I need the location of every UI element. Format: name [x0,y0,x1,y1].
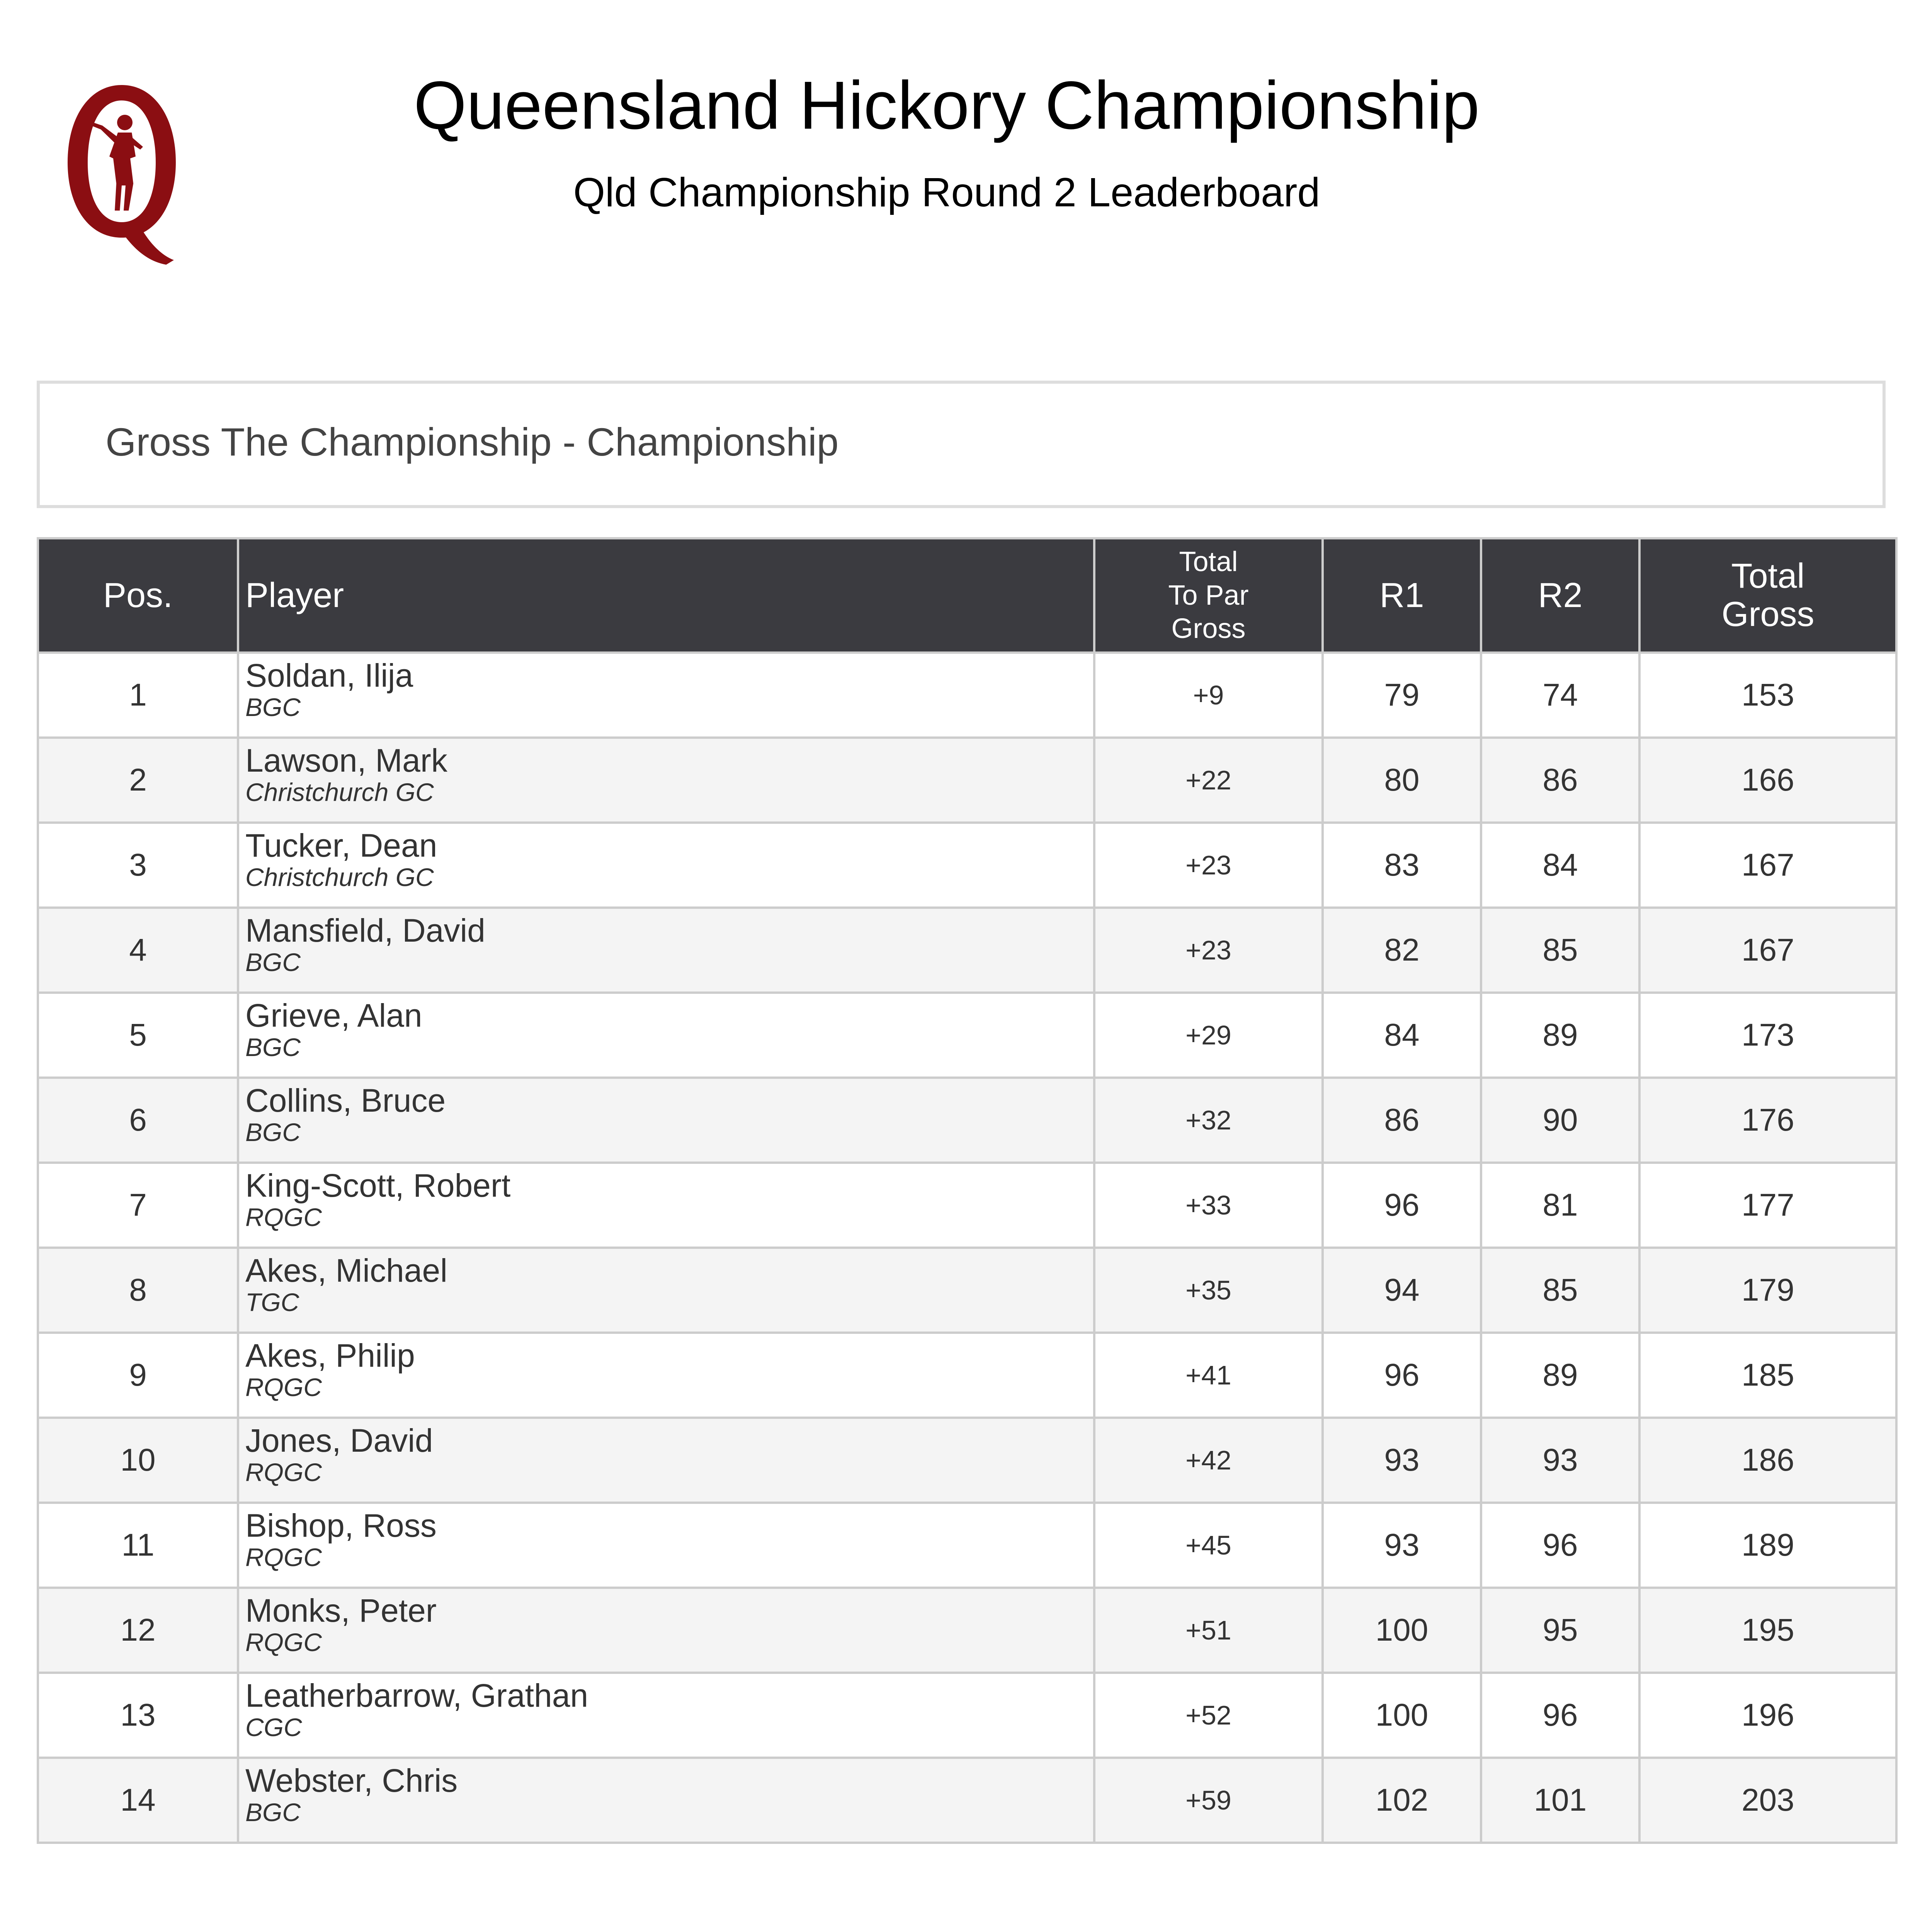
player-name: Akes, Michael [245,1252,447,1289]
cell-r1: 80 [1323,738,1481,823]
cell-r2: 96 [1481,1673,1639,1758]
col-header-topar-line2: To Par [1168,580,1249,611]
player-name: Tucker, Dean [245,827,437,864]
cell-r2: 85 [1481,908,1639,993]
cell-topar: +23 [1094,908,1323,993]
col-header-pos: Pos. [38,538,238,653]
player-club: BGC [245,1118,301,1147]
cell-topar: +35 [1094,1248,1323,1333]
cell-r2: 95 [1481,1588,1639,1673]
table-header-row [38,538,1896,653]
col-header-topar [1094,538,1323,653]
player-name: Monks, Peter [245,1592,437,1629]
player-club: CGC [245,1713,302,1742]
player-name: Bishop, Ross [245,1507,437,1544]
col-header-topar-line3: Gross [1171,613,1246,645]
cell-total: 185 [1639,1333,1896,1418]
section-header-box [37,381,1886,508]
cell-topar: +32 [1094,1078,1323,1163]
player-club: RQGC [245,1628,322,1657]
player-club: BGC [245,1798,301,1827]
col-header-total [1639,538,1896,653]
cell-r1: 84 [1323,993,1481,1078]
table-row [38,1078,1896,1163]
table-row [38,1503,1896,1588]
cell-pos: 12 [38,1588,238,1673]
player-club: TGC [245,1288,299,1317]
cell-r1: 94 [1323,1248,1481,1333]
cell-r2: 86 [1481,738,1639,823]
col-header-r2: R2 [1481,538,1639,653]
table-row [38,993,1896,1078]
cell-total: 196 [1639,1673,1896,1758]
player-club: Christchurch GC [245,863,434,892]
cell-r2: 101 [1481,1758,1639,1843]
table-row [38,1673,1896,1758]
cell-total: 195 [1639,1588,1896,1673]
page-title: Queensland Hickory Championship [413,68,1480,143]
cell-topar: +9 [1094,653,1323,738]
cell-total: 153 [1639,653,1896,738]
cell-player [238,1078,1094,1163]
table-row [38,1758,1896,1843]
cell-r2: 74 [1481,653,1639,738]
cell-pos: 6 [38,1078,238,1163]
cell-pos: 14 [38,1758,238,1843]
cell-total: 173 [1639,993,1896,1078]
player-name: Webster, Chris [245,1762,458,1799]
leaderboard-table [37,537,1898,1844]
cell-r2: 89 [1481,1333,1639,1418]
player-name: Soldan, Ilija [245,657,413,694]
player-club: RQGC [245,1203,322,1232]
cell-player [238,1333,1094,1418]
cell-pos: 8 [38,1248,238,1333]
table-row [38,1418,1896,1503]
cell-player [238,1758,1094,1843]
table-row [38,738,1896,823]
player-club: BGC [245,1033,301,1062]
cell-pos: 7 [38,1163,238,1248]
table-row [38,1333,1896,1418]
col-header-r1: R1 [1323,538,1481,653]
col-header-player: Player [238,538,1094,653]
table-row [38,908,1896,993]
player-name: Leatherbarrow, Grathan [245,1677,588,1714]
cell-player [238,1163,1094,1248]
cell-topar: +51 [1094,1588,1323,1673]
cell-pos: 5 [38,993,238,1078]
cell-r2: 90 [1481,1078,1639,1163]
col-header-total-line2: Gross [1721,595,1814,634]
cell-total: 176 [1639,1078,1896,1163]
cell-r1: 100 [1323,1673,1481,1758]
cell-player [238,823,1094,908]
table-row [38,823,1896,908]
player-name: King-Scott, Robert [245,1167,511,1204]
cell-r2: 93 [1481,1418,1639,1503]
cell-r1: 96 [1323,1163,1481,1248]
cell-player [238,993,1094,1078]
cell-total: 177 [1639,1163,1896,1248]
cell-topar: +59 [1094,1758,1323,1843]
cell-topar: +52 [1094,1673,1323,1758]
cell-r2: 84 [1481,823,1639,908]
cell-r1: 102 [1323,1758,1481,1843]
col-header-total-line1: Total [1731,557,1805,595]
table-row [38,1163,1896,1248]
player-club: RQGC [245,1458,322,1487]
player-name: Mansfield, David [245,912,485,949]
player-club: BGC [245,693,301,722]
player-name: Lawson, Mark [245,742,447,779]
cell-pos: 11 [38,1503,238,1588]
cell-total: 167 [1639,823,1896,908]
cell-player [238,908,1094,993]
cell-player [238,1503,1094,1588]
cell-topar: +41 [1094,1333,1323,1418]
cell-r1: 93 [1323,1503,1481,1588]
cell-topar: +45 [1094,1503,1323,1588]
cell-player [238,1588,1094,1673]
player-club: BGC [245,948,301,977]
cell-player [238,1418,1094,1503]
cell-total: 179 [1639,1248,1896,1333]
cell-r1: 79 [1323,653,1481,738]
cell-r1: 82 [1323,908,1481,993]
cell-total: 167 [1639,908,1896,993]
player-name: Collins, Bruce [245,1082,446,1119]
cell-pos: 4 [38,908,238,993]
cell-pos: 9 [38,1333,238,1418]
cell-pos: 13 [38,1673,238,1758]
table-row [38,1248,1896,1333]
cell-total: 189 [1639,1503,1896,1588]
player-club: RQGC [245,1373,322,1402]
section-title: Gross The Championship - Championship [105,420,839,464]
cell-topar: +42 [1094,1418,1323,1503]
cell-pos: 2 [38,738,238,823]
cell-player [238,738,1094,823]
page-subtitle: Qld Championship Round 2 Leaderboard [573,170,1320,215]
cell-pos: 3 [38,823,238,908]
cell-topar: +29 [1094,993,1323,1078]
cell-total: 186 [1639,1418,1896,1503]
player-name: Grieve, Alan [245,997,422,1034]
player-club: RQGC [245,1543,322,1572]
cell-player [238,1673,1094,1758]
cell-r1: 83 [1323,823,1481,908]
player-club: Christchurch GC [245,778,434,807]
cell-player [238,1248,1094,1333]
cell-topar: +22 [1094,738,1323,823]
cell-r1: 96 [1323,1333,1481,1418]
cell-total: 166 [1639,738,1896,823]
cell-r1: 100 [1323,1588,1481,1673]
cell-r1: 86 [1323,1078,1481,1163]
cell-topar: +33 [1094,1163,1323,1248]
cell-player [238,653,1094,738]
cell-pos: 10 [38,1418,238,1503]
player-name: Akes, Philip [245,1337,415,1374]
col-header-topar-line1: Total [1179,546,1238,578]
cell-r2: 81 [1481,1163,1639,1248]
player-name: Jones, David [245,1422,433,1459]
cell-r2: 96 [1481,1503,1639,1588]
cell-total: 203 [1639,1758,1896,1843]
cell-topar: +23 [1094,823,1323,908]
cell-pos: 1 [38,653,238,738]
cell-r2: 85 [1481,1248,1639,1333]
table-row [38,653,1896,738]
cell-r2: 89 [1481,993,1639,1078]
cell-r1: 93 [1323,1418,1481,1503]
table-row [38,1588,1896,1673]
